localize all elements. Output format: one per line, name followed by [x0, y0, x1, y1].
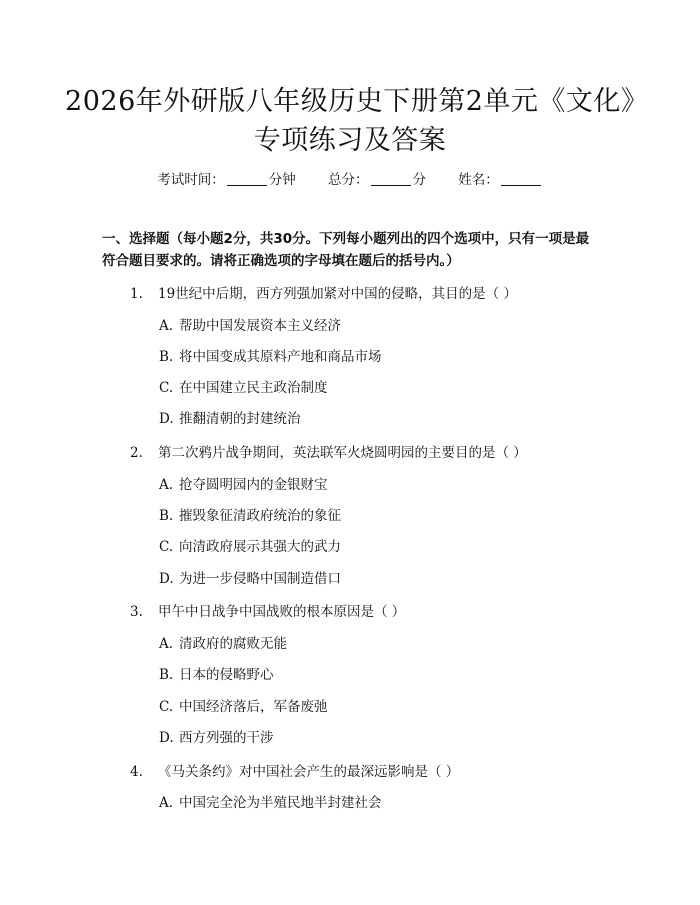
option-letter: B. — [159, 667, 174, 683]
question-number: 4. — [130, 764, 143, 780]
option-text: 日本的侵略野心 — [179, 667, 274, 683]
option-letter: A. — [159, 636, 174, 652]
total-score-label: 总分： — [328, 172, 369, 188]
option-text: 西方列强的干涉 — [179, 730, 274, 746]
option-item — [159, 726, 274, 746]
option-text: 抢夺圆明园内的金银财宝 — [179, 477, 328, 493]
question-text: 甲午中日战争中国战败的根本原因是（ ） — [158, 604, 406, 620]
exam-time-label: 考试时间： — [157, 172, 225, 188]
option-letter: D. — [159, 411, 174, 427]
option-text: 将中国变成其原料产地和商品市场 — [179, 349, 382, 365]
option-item — [159, 314, 341, 334]
document-title: 2026年外研版八年级历史下册第2单元《文化》专项练习及答案 — [65, 86, 635, 156]
option-item — [159, 535, 341, 555]
option-letter: D. — [159, 571, 174, 587]
option-letter: A. — [159, 795, 174, 811]
option-item — [159, 345, 382, 365]
option-item — [159, 663, 274, 683]
option-letter: C. — [159, 380, 174, 396]
option-letter: B. — [159, 508, 174, 524]
option-text: 为进一步侵略中国制造借口 — [179, 571, 341, 587]
question-text: 第二次鸦片战争期间，英法联军火烧圆明园的主要目的是（ ） — [158, 445, 527, 461]
question-number: 1. — [130, 286, 143, 302]
option-item — [159, 695, 328, 715]
option-item — [159, 791, 382, 811]
option-letter: D. — [159, 730, 174, 746]
option-item — [159, 407, 301, 427]
question-item — [130, 441, 527, 461]
section-heading: 一、选择题（每小题2分，共30分。下列每小题列出的四个选项中，只有一项是最符合题目要求的。请将正确选项的字母填在题后的括号内。） — [102, 231, 590, 269]
option-letter: A. — [159, 318, 174, 334]
question-number: 2. — [130, 445, 143, 461]
question-text: 19世纪中后期，西方列强加紧对中国的侵略，其目的是（ ） — [158, 286, 517, 302]
option-text: 在中国建立民主政治制度 — [179, 380, 328, 396]
option-item — [159, 632, 287, 652]
question-item — [130, 282, 517, 302]
option-letter: B. — [159, 349, 174, 365]
question-item — [130, 600, 405, 620]
option-text: 清政府的腐败无能 — [179, 636, 287, 652]
option-letter: C. — [159, 699, 174, 715]
question-item — [130, 760, 459, 780]
option-item — [159, 504, 341, 524]
student-name-label: 姓名： — [458, 172, 499, 188]
exam-time-unit: 分钟 — [268, 172, 296, 188]
option-text: 摧毁象征清政府统治的象征 — [179, 508, 341, 524]
question-text: 《马关条约》对中国社会产生的最深远影响是（ ） — [158, 764, 460, 780]
option-item — [159, 376, 328, 396]
question-number: 3. — [130, 604, 143, 620]
option-item — [159, 567, 341, 587]
option-letter: A. — [159, 477, 174, 493]
option-text: 推翻清朝的封建统治 — [179, 411, 301, 427]
option-text: 中国完全沦为半殖民地半封建社会 — [179, 795, 382, 811]
option-text: 向清政府展示其强大的武力 — [179, 539, 341, 555]
option-letter: C. — [159, 539, 174, 555]
option-text: 中国经济落后，军备废弛 — [179, 699, 328, 715]
option-text: 帮助中国发展资本主义经济 — [179, 318, 341, 334]
option-item — [159, 473, 328, 493]
total-score-unit: 分 — [412, 172, 426, 188]
